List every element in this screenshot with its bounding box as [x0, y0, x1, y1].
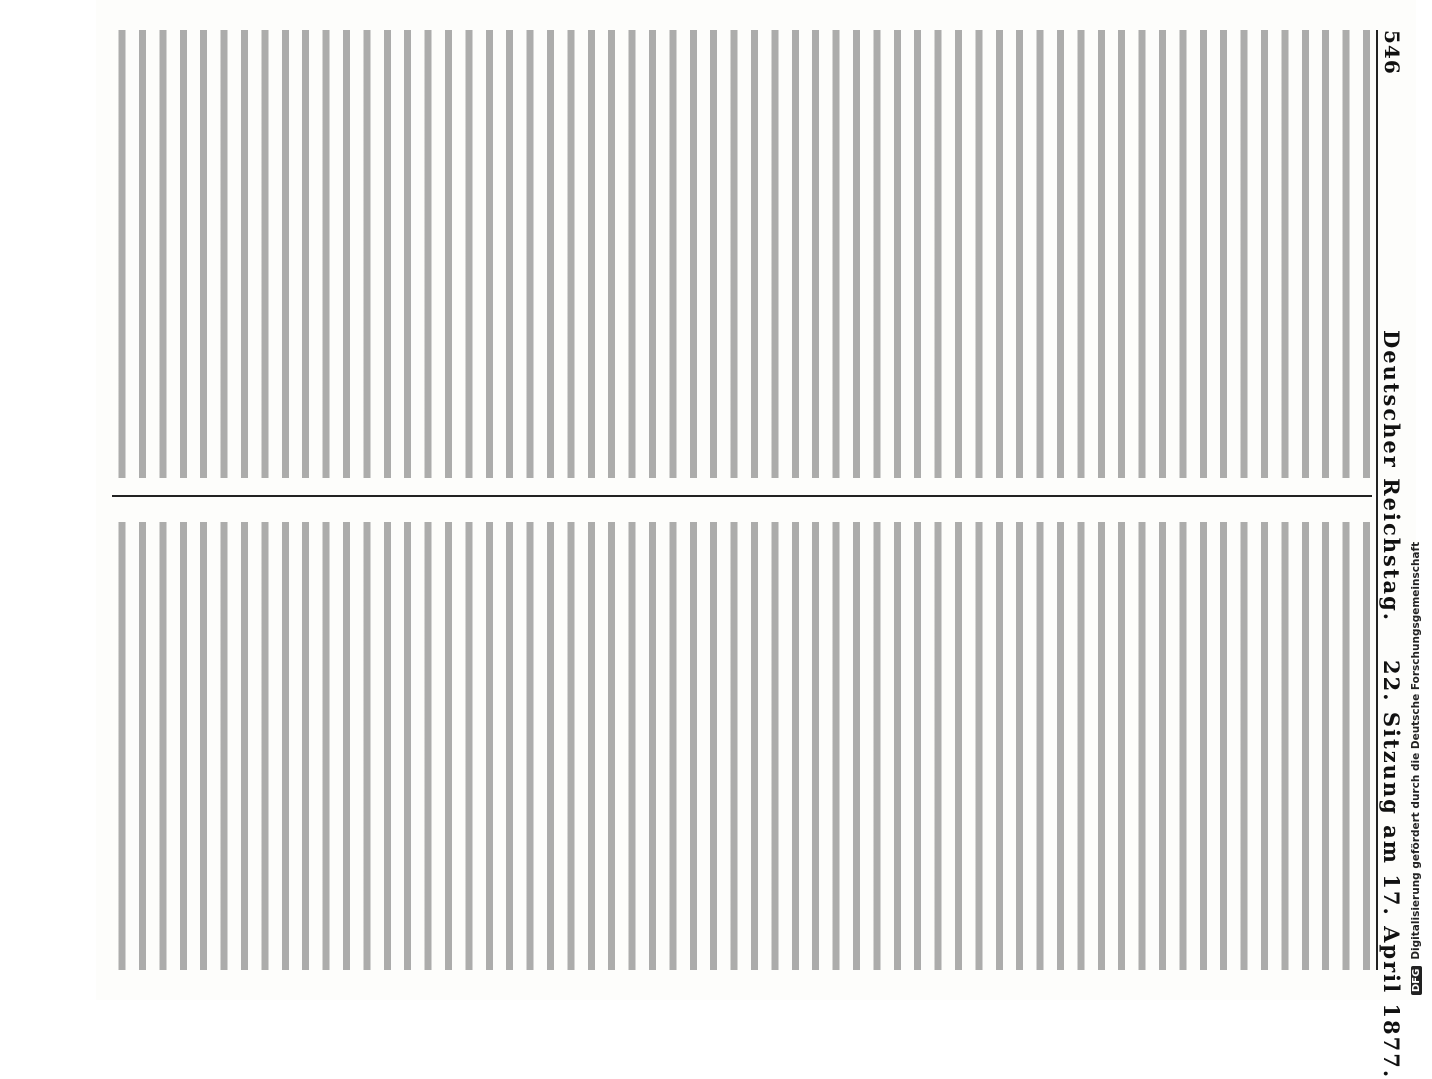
- unreadable-text-left: [112, 30, 1370, 478]
- dfg-logo: DFG: [1411, 966, 1422, 995]
- page-number: 546: [1380, 30, 1404, 75]
- publication-title: Deutscher Reichstag.: [1379, 330, 1404, 623]
- digitization-credit: [1410, 5, 1422, 995]
- session-date: 22. Sitzung am 17. April 1877.: [1379, 660, 1404, 1079]
- column-left: [112, 30, 1370, 478]
- unreadable-text-right: [112, 522, 1370, 970]
- credit-text: Digitalisierung gefördert durch die Deutsche Forschungsgemeinschaft: [1410, 541, 1422, 960]
- column-right: [112, 522, 1370, 970]
- scanned-newspaper-page: [96, 0, 1416, 1079]
- column-divider: [112, 495, 1372, 497]
- page-header: [1376, 30, 1408, 1079]
